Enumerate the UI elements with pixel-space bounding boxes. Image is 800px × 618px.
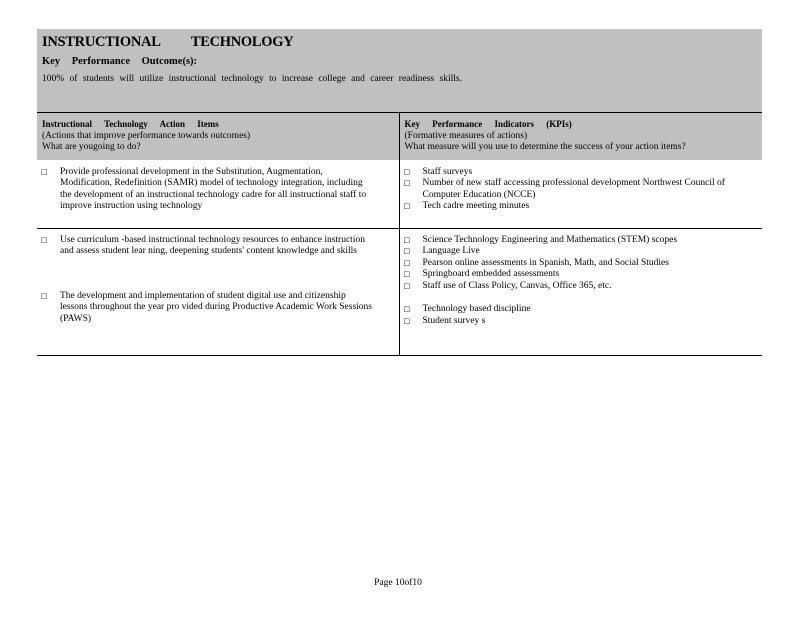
action-items-header [37,113,399,160]
action-items-header-subtitle: (Actions that improve performance towards outcomes) [42,130,251,141]
kpi-text: Language Live [422,246,480,257]
table-row [37,160,762,229]
list-item [400,316,763,328]
page-number: Page 10of10 [374,578,422,588]
checkbox-bullet-icon: □ [41,235,48,244]
checkbox-bullet-icon: □ [403,317,411,326]
action-item-text: The development and implementation of student digital use and citizenship lessons throughout the year pro vided during Productive Academic Work Sessions (PAWS) [60,290,372,324]
kpi-text: Tech cadre meeting minutes [422,201,530,212]
action-items-cell [37,160,399,229]
list-item [400,246,763,258]
kpi-text: Springboard embedded assessments [422,269,560,280]
list-item [400,235,763,247]
section-title: INSTRUCTIONAL TECHNOLOGY [42,34,294,50]
checkbox-bullet-icon: □ [41,291,48,300]
kpi-text: Pearson online assessments in Spanish, Math, and Social Studies [422,257,669,268]
list-item [400,201,763,213]
kpo-heading: Key Performance Outcome(s): [42,56,198,67]
kpi-text: Technology based discipline [422,304,531,315]
checkbox-bullet-icon: □ [403,281,411,290]
checkbox-bullet-icon: □ [403,235,411,244]
kpi-text: Staff use of Class Policy, Canvas, Office 365, etc. [422,280,612,291]
kpi-text: Student survey s [422,316,486,327]
checkbox-bullet-icon: □ [403,202,411,211]
list-item [37,235,399,258]
action-item-text: Provide professional development in the Substitution, Augmentation, Modification, Redefinition (SAMR) model of technology integration, including the development of an instructional technology cadre for all instructional staff to improve instruction using technology [60,166,367,212]
kpi-header-title: Key Performance Indicators (KPIs) [404,119,572,129]
kpi-cell [399,160,762,229]
checkbox-bullet-icon: □ [403,247,411,256]
action-item-text: Use curriculum -based instructional technology resources to enhance instruction and assess student lear ning, deepening students' content knowledge and skills [60,234,365,257]
kpi-header [399,113,762,160]
checkbox-bullet-icon: □ [403,179,411,188]
kpi-header-subtitle: (Formative measures of actions) [404,130,528,141]
table-header-row [37,113,762,160]
kpi-text: Staff surveys [422,166,473,177]
checkbox-bullet-icon: □ [403,305,411,314]
action-items-cell [37,228,399,355]
list-item [37,291,399,326]
kpi-header-question: What measure will you use to determine the success of your action items? [404,142,686,153]
checkbox-bullet-icon: □ [403,270,411,279]
list-item [400,269,763,281]
list-item [400,178,763,201]
list-item [400,258,763,270]
kpi-text: Number of new staff accessing professional development Northwest Council of Computer Education (NCCE) [422,178,725,200]
checkbox-bullet-icon: □ [403,167,411,176]
checkbox-bullet-icon: □ [403,258,411,267]
list-item [400,167,763,179]
kpi-cell [399,228,762,355]
action-items-header-question: What are yougoing to do? [42,142,141,153]
table-row [37,228,762,355]
list-item [37,167,399,213]
list-item [400,304,763,316]
action-items-header-title: Instructional Technology Action Items [42,119,219,129]
checkbox-bullet-icon: □ [41,167,48,176]
outcome-statement: 100% of students will utilize instructional technology to increase college and career readiness skills. [42,74,462,84]
list-item [400,281,763,293]
kpi-text: Science Technology Engineering and Mathematics (STEM) scopes [422,234,678,245]
section-header-band [37,29,762,112]
action-plan-table [37,112,762,356]
document-page [37,29,762,356]
